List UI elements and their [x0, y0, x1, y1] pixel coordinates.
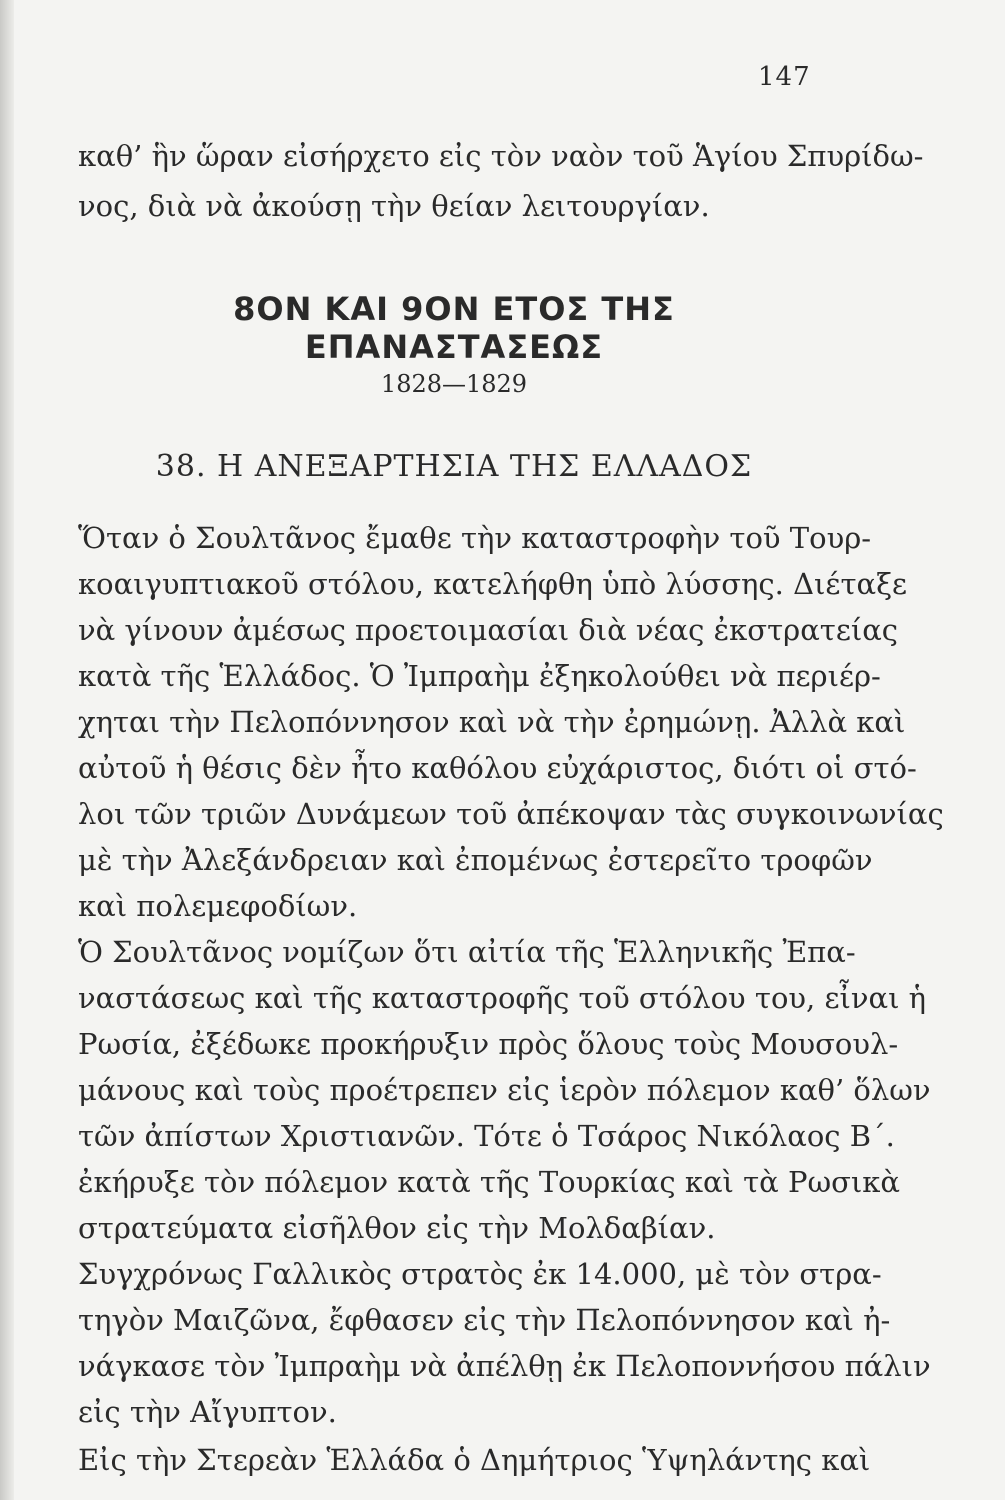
body-line: χηται τὴν Πελοπόννησον καὶ νὰ τὴν ἐρημώνῃ. Ἀλλὰ καὶ [78, 705, 906, 739]
intro-line: καθ’ ἣν ὥραν εἰσήρχετο εἰς τὸν ναὸν τοῦ Ἁγίου Σπυρίδω- [78, 139, 924, 173]
body-line: νάγκασε τὸν Ἰμπραὴμ νὰ ἀπέλθῃ ἐκ Πελοποννήσου πάλιν [78, 1349, 931, 1383]
body-line: στρατεύματα εἰσῆλθον εἰς τὴν Μολδαβίαν. [78, 1211, 716, 1245]
body-line: κοαιγυπτιακοῦ στόλου, κατελήφθη ὑπὸ λύσσης. Διέταξε [78, 567, 908, 601]
body-line: Συγχρόνως Γαλλικὸς στρατὸς ἐκ 14.000, μὲ τὸν στρα- [78, 1257, 882, 1291]
body-line: ναστάσεως καὶ τῆς καταστροφῆς τοῦ στόλου του, εἶναι ἡ [78, 981, 927, 1015]
page-edge-shadow [0, 0, 14, 1500]
body-line: Ὁ Σουλτᾶνος νομίζων ὅτι αἰτία τῆς Ἑλληνικῆς Ἐπα- [78, 935, 856, 969]
body-line: εἰς τὴν Αἴγυπτον. [78, 1395, 337, 1429]
section-title: 38. Η ΑΝΕΞΑΡΤΗΣΙΑ ΤΗΣ ΕΛΛΑΔΟΣ [155, 449, 753, 484]
body-line: Ρωσία, ἐξέδωκε προκήρυξιν πρὸς ὅλους τοὺς Μουσουλ- [78, 1027, 899, 1061]
body-line: νὰ γίνουν ἀμέσως προετοιμασίαι διὰ νέας ἐκστρατείας [78, 613, 899, 647]
body-line: κατὰ τῆς Ἑλλάδος. Ὁ Ἰμπραὴμ ἐξηκολούθει νὰ περιέρ- [78, 659, 881, 693]
body-line: αὐτοῦ ἡ θέσις δὲν ἦτο καθόλου εὐχάριστος, διότι οἱ στό- [78, 751, 917, 785]
body-line: μάνους καὶ τοὺς προέτρεπεν εἰς ἱερὸν πόλεμον καθ’ ὅλων [78, 1073, 931, 1107]
chapter-heading: 8ΟΝ ΚΑΙ 9ΟΝ ΕΤΟΣ ΤΗΣ ΕΠΑΝΑΣΤΑΣΕΩΣ [233, 290, 675, 366]
body-line: μὲ τὴν Ἀλεξάνδρειαν καὶ ἐπομένως ἐστερεῖτο τροφῶν [78, 843, 873, 877]
body-line: Ὅταν ὁ Σουλτᾶνος ἔμαθε τὴν καταστροφὴν τοῦ Τουρ- [78, 521, 872, 555]
body-line: ἐκήρυξε τὸν πόλεμον κατὰ τῆς Τουρκίας καὶ τὰ Ρωσικὰ [78, 1165, 901, 1199]
body-line: Εἰς τὴν Στερεὰν Ἑλλάδα ὁ Δημήτριος Ὑψηλάντης καὶ [78, 1443, 871, 1477]
page-number: 147 [758, 62, 811, 92]
body-line: τῶν ἀπίστων Χριστιανῶν. Τότε ὁ Τσάρος Νικόλαος Β΄. [78, 1119, 895, 1153]
body-line: λοι τῶν τριῶν Δυνάμεων τοῦ ἀπέκοψαν τὰς συγκοινωνίας [78, 797, 944, 831]
body-line: τηγὸν Μαιζῶνα, ἔφθασεν εἰς τὴν Πελοπόννησον καὶ ἠ- [78, 1303, 891, 1337]
body-line: καὶ πολεμεφοδίων. [78, 889, 358, 923]
intro-line: νος, διὰ νὰ ἀκούσῃ τὴν θείαν λειτουργίαν. [78, 189, 710, 223]
years-subtitle: 1828—1829 [380, 370, 528, 398]
